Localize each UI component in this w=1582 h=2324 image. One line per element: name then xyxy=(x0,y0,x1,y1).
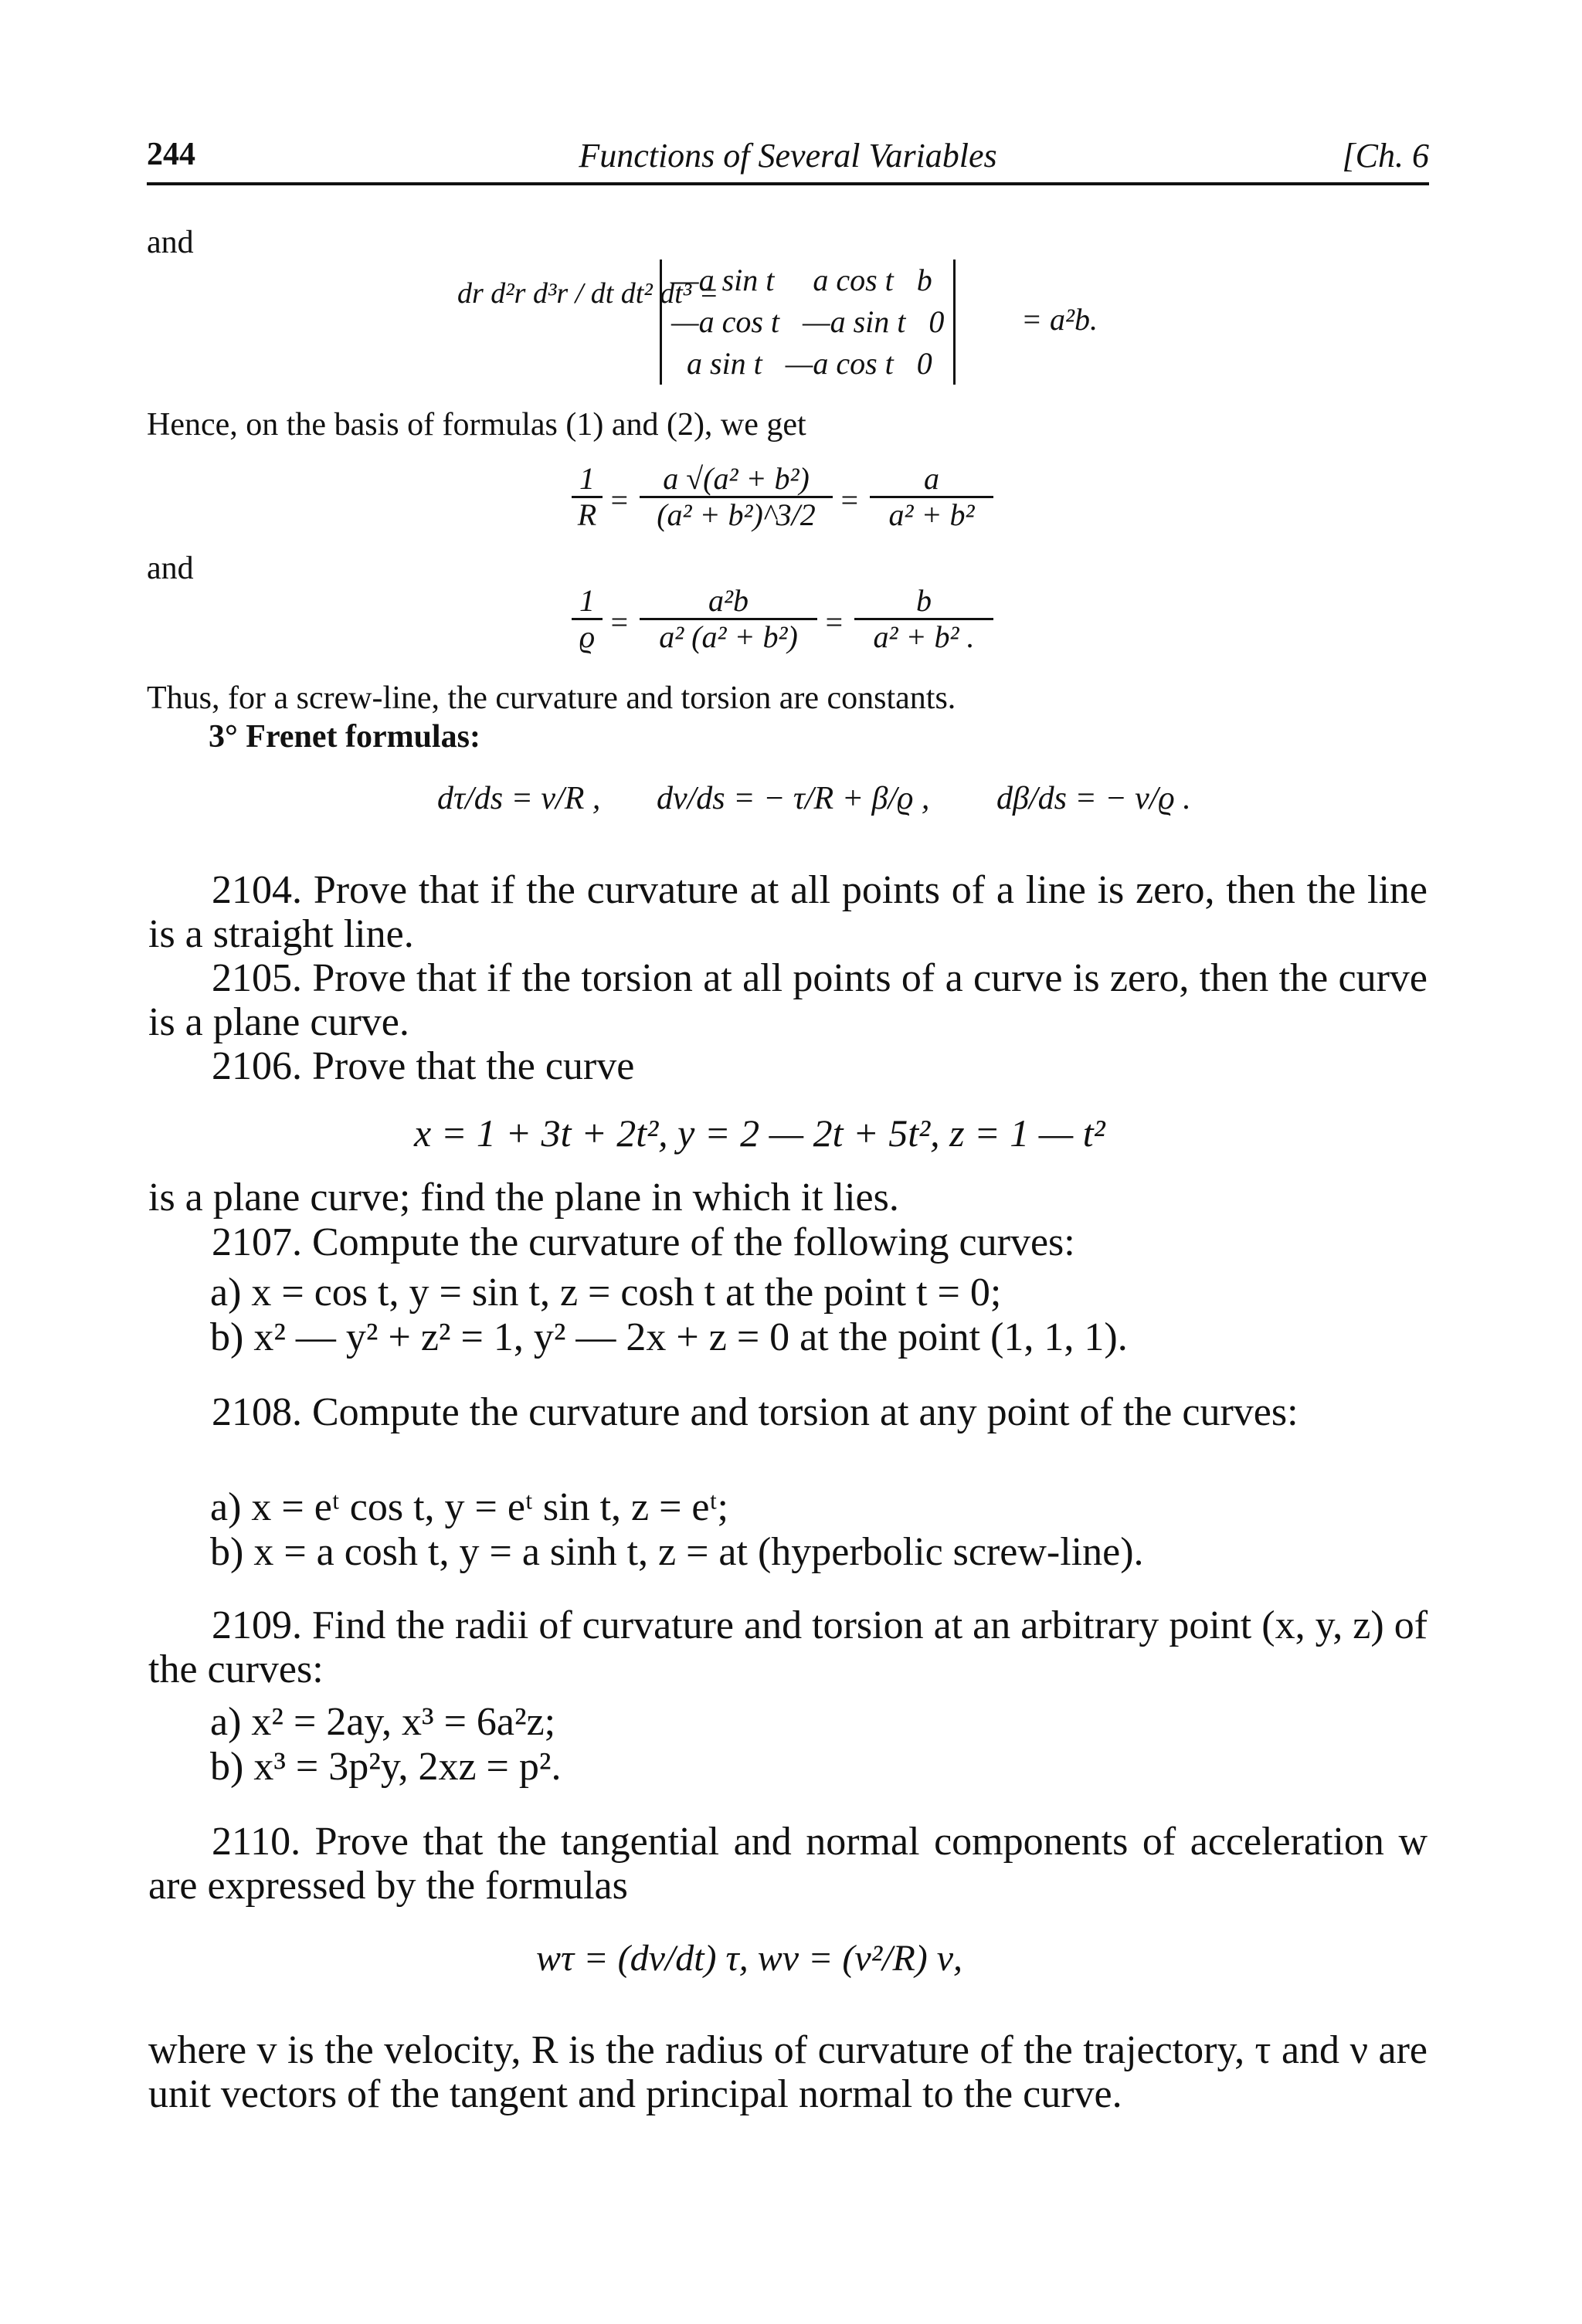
frenet-formula-3: dβ/ds = − ν/ϱ . xyxy=(996,781,1191,816)
problem-2109-part-b: b) x³ = 3p²y, 2xz = p². xyxy=(210,1745,562,1789)
problem-text: Prove that if the curvature at all points of a line is zero, then the line is a straight line. xyxy=(148,868,1428,956)
matrix-row: —a cos t —a sin t 0 xyxy=(671,304,945,339)
problem-text: Compute the curvature of the following curves: xyxy=(312,1220,1075,1264)
fraction: $\frac{\text{a²b}}{\text{a² (a² + b²)}}$ xyxy=(640,584,817,654)
problem-2107-part-b: b) x² — y² + z² = 1, y² — 2x + z = 0 at the point (1, 1, 1). xyxy=(210,1315,1128,1359)
problem-text: Prove that the tangential and normal components of acceleration w are expressed by the formulas xyxy=(148,1820,1428,1908)
equals-sign: = xyxy=(609,483,630,517)
running-title: Functions of Several Variables xyxy=(579,137,997,175)
determinant-rhs: = a²b. xyxy=(1021,302,1098,337)
equals-sign: = xyxy=(839,483,860,517)
page-number: 244 xyxy=(147,137,195,172)
problem-2108 xyxy=(148,1390,1428,1434)
problem-number: 2105. xyxy=(212,956,302,1000)
problem-2110-equation: wτ = (dv/dt) τ, wν = (v²/R) ν, xyxy=(536,1938,963,1979)
problem-2107-part-a: a) x = cos t, y = sin t, z = cosh t at the point t = 0; xyxy=(210,1271,1002,1315)
problem-text: Find the radii of curvature and torsion at an arbitrary point (x, y, z) of the curves: xyxy=(148,1603,1428,1691)
problem-2108-part-b: b) x = a cosh t, y = a sinh t, z = at (hyperbolic screw-line). xyxy=(210,1530,1144,1574)
hence-sentence: Hence, on the basis of formulas (1) and (2), we get xyxy=(147,407,806,443)
problem-2106-tail: is a plane curve; find the plane in which it lies. xyxy=(148,1176,899,1220)
problem-text: Compute the curvature and torsion at any point of the curves: xyxy=(312,1390,1299,1434)
running-header xyxy=(147,136,1429,185)
problem-number: 2106. xyxy=(212,1044,302,1088)
equals-sign: = xyxy=(823,605,844,640)
problem-text: Prove that the curve xyxy=(312,1044,635,1088)
matrix-row: a sin t —a cos t 0 xyxy=(671,346,932,381)
connector-and-2: and xyxy=(147,551,194,586)
problem-number: 2109. xyxy=(212,1603,302,1647)
frenet-formula-2: dν/ds = − τ/R + β/ϱ , xyxy=(657,781,930,816)
problem-number: 2108. xyxy=(212,1390,302,1434)
problem-number: 2110. xyxy=(212,1820,301,1864)
frenet-heading: 3° Frenet formulas: xyxy=(209,719,480,755)
problem-text: Prove that if the torsion at all points of a curve is zero, then the curve is a plane curve. xyxy=(148,956,1428,1044)
fraction: $\frac{b}{\text{a² + b² .}}$ xyxy=(854,584,993,654)
problem-2109 xyxy=(148,1603,1428,1691)
matrix-row: —a sin t a cos t b xyxy=(671,263,932,297)
chapter-label: [Ch. 6 xyxy=(1342,137,1429,175)
fraction: $\frac{1}{R}$ xyxy=(572,462,603,532)
problem-2108-part-a: a) x = eᵗ cos t, y = eᵗ sin t, z = eᵗ; xyxy=(210,1485,728,1529)
problem-number: 2107. xyxy=(212,1220,302,1264)
problem-number: 2104. xyxy=(212,868,302,912)
fraction: $\frac{\text{a √(a² + b²)}}{\text{(a² + b²)\textasciicircum{}3/2}}$ xyxy=(640,462,833,532)
thus-sentence: Thus, for a screw-line, the curvature and torsion are constants. xyxy=(147,680,956,716)
problem-2110 xyxy=(148,1820,1428,1908)
problem-2104 xyxy=(148,868,1428,956)
problem-2105 xyxy=(148,956,1428,1044)
determinant-lhs: dr d²r d³r / dt dt² dt³ = xyxy=(457,277,719,310)
frenet-formula-1: dτ/ds = ν/R , xyxy=(437,781,601,816)
problem-2107 xyxy=(148,1220,1428,1264)
problem-2109-part-a: a) x² = 2ay, x³ = 6a²z; xyxy=(210,1700,556,1744)
fraction: $\frac{1}{ϱ}$ xyxy=(572,584,603,654)
determinant-matrix xyxy=(660,260,956,385)
connector-and-1: and xyxy=(147,225,194,260)
problem-2106-equation: x = 1 + 3t + 2t², y = 2 — 2t + 5t², z = 1 — t² xyxy=(414,1111,1105,1155)
problem-2106 xyxy=(148,1044,1428,1088)
fraction: $\frac{a}{\text{a² + b²}}$ xyxy=(870,462,993,532)
equals-sign: = xyxy=(609,605,630,640)
problem-2110-tail: where v is the velocity, R is the radius of curvature of the trajectory, τ and ν are unit vectors of the tangent and principal normal to the curve. xyxy=(148,2028,1428,2116)
